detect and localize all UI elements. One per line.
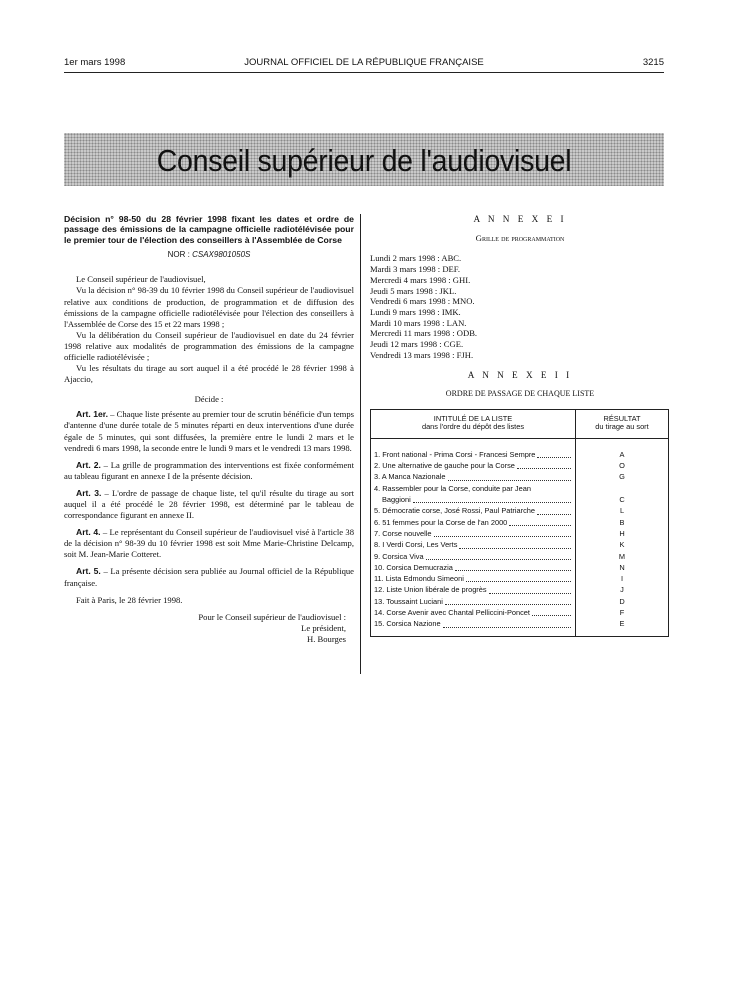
section-banner: [64, 133, 664, 186]
list-name: 13. Toussaint Luciani: [374, 596, 443, 606]
grid-row: Vendredi 13 mars 1998 : FJH.: [370, 349, 474, 360]
list-name-cell: [371, 551, 576, 562]
result-cell: I: [620, 574, 624, 584]
table-row: [371, 596, 669, 607]
article-text: – Chaque liste présente au premier tour de scrutin bénéficie d'un temps d'antenne d'une durée totale de 5 minutes réparti en deux interventions d'une durée égale de 5 minutes, qui sont diffusées, la première entre le lundi 2 mars et le vendredi 6 mars 1998, la seconde entre le lundi 9 mars et le vendredi 13 mars 1998.: [64, 409, 354, 453]
article-4: [64, 527, 354, 560]
list-name-cell: [371, 505, 576, 516]
decision-paragraph: Vu la délibération du Conseil supérieur de l'audiovisuel en date du 24 février 1998 relative aux modalités de programmation des émissions de la campagne officielle radiotélévisée ;: [64, 329, 354, 362]
article-text: – Le représentant du Conseil supérieur de l'audiovisuel visé à l'article 38 de la décision n° 98-39 du 10 février 1998 est soit Mme Marie-Christine Delcamp, soit M. Jean-Marie Cotteret.: [64, 527, 354, 560]
result-cell: E: [619, 619, 625, 629]
banner-title: Conseil supérieur de l'audiovisuel: [156, 143, 572, 178]
result-cell: G: [619, 472, 625, 482]
list-name: 11. Lista Edmondu Simeoni: [374, 574, 464, 584]
article-label: Art. 2.: [76, 459, 101, 470]
list-name: 1. Front national - Prima Corsi - Francesi Sempre: [374, 449, 536, 459]
table-row: [371, 460, 669, 471]
list-name-cell: [371, 573, 576, 584]
list-name: 10. Corsica Demucrazia: [374, 562, 453, 572]
list-name: 6. 51 femmes pour la Corse de l'an 2000: [374, 517, 508, 527]
list-name: 4. Rassembler pour la Corse, conduite par Jean: [374, 483, 531, 493]
table-row: [371, 438, 669, 460]
table-row: [371, 505, 669, 516]
table-row: [371, 471, 669, 482]
article-label: Art. 4.: [76, 527, 101, 538]
result-cell: H: [619, 528, 625, 538]
article-label: Art. 5.: [76, 566, 101, 577]
table-row: [371, 539, 669, 550]
table-header-row: [371, 409, 669, 438]
list-name-cell: [371, 618, 576, 636]
annex-2-subtitle: ORDRE DE PASSAGE DE CHAQUE LISTE: [445, 389, 595, 399]
list-name: 2. Une alternative de gauche pour la Corse: [374, 461, 515, 471]
table-row: [371, 618, 669, 636]
table-row: [371, 573, 669, 584]
nor-reference: [64, 249, 354, 260]
result-cell: J: [620, 585, 624, 595]
nor-label: NOR :: [167, 250, 190, 260]
decision-paragraph: Le Conseil supérieur de l'audiovisuel,: [76, 274, 206, 285]
table-row: [371, 584, 669, 595]
result-cell: B: [619, 517, 625, 527]
header-journal: JOURNAL OFFICIEL DE LA RÉPUBLIQUE FRANÇAISE: [244, 57, 484, 68]
annex-column: [370, 214, 670, 637]
header-page-number: 3215: [642, 57, 664, 68]
grid-row: Mercredi 4 mars 1998 : GHI.: [370, 274, 471, 285]
table-row: [371, 551, 669, 562]
list-name-cell: [371, 584, 576, 595]
table-row: [371, 517, 669, 528]
result-cell: K: [619, 540, 625, 550]
list-title-header-line2: dans l'ordre du dépôt des listes: [421, 422, 525, 432]
article-text: – La présente décision sera publiée au Journal officiel de la République française.: [64, 566, 354, 588]
article-text: – La grille de programmation des interventions est fixée conformément au tableau figurant en annexe I de la présente décision.: [64, 459, 354, 481]
draw-result-header: [576, 409, 669, 438]
list-name: 9. Corsica Viva: [374, 551, 424, 561]
list-name: 8. I Verdi Corsi, Les Verts: [374, 540, 458, 550]
decision-title: Décision n° 98-50 du 28 février 1998 fixant les dates et ordre de passage des émissions de la campagne officielle radiotélévisée pour le premier tour de l'élection des conseillers à l'Assemblée de Corse: [64, 214, 354, 245]
passage-order-table: [370, 409, 669, 637]
list-title-header: [371, 409, 576, 438]
grid-row: Jeudi 5 mars 1998 : JKL.: [370, 285, 457, 296]
signature-line-2: Le président,: [301, 622, 346, 633]
grid-row: Mardi 10 mars 1998 : LAN.: [370, 317, 467, 328]
header-rule: [64, 72, 664, 73]
list-name-continued: Baggioni: [382, 495, 411, 505]
decision-paragraph: Vu les résultats du tirage au sort auquel il a été procédé le 28 février 1998 à Ajaccio,: [64, 363, 354, 385]
article-text: – L'ordre de passage de chaque liste, tel qu'il résulte du tirage au sort auquel il a été procédé le 28 février 1998, est déterminé par le tableau de correspondance figurant en annexe II.: [64, 487, 354, 521]
annex-2-title: A N N E X E I I: [467, 370, 573, 381]
grid-row: Jeudi 12 mars 1998 : CGE.: [370, 339, 464, 350]
list-name-cell: [371, 460, 576, 471]
list-name: 14. Corse Avenir avec Chantal Pelliccini-Poncet: [374, 608, 530, 617]
nor-code: CSAX9801050S: [192, 250, 251, 260]
column-divider: [360, 214, 361, 674]
article-label: Art. 1er.: [76, 409, 109, 420]
list-name-cell: [371, 471, 576, 482]
list-name-cell: [371, 562, 576, 573]
grid-row: Vendredi 6 mars 1998 : MNO.: [370, 296, 475, 307]
grid-row: Lundi 9 mars 1998 : IMK.: [370, 306, 461, 317]
article-1: [64, 409, 354, 453]
article-label: Art. 3.: [76, 487, 102, 498]
list-name-cell: [371, 528, 576, 539]
programming-grid: [370, 253, 670, 360]
result-cell: A: [619, 449, 625, 459]
list-name-cell: [371, 438, 576, 460]
header-date: 1er mars 1998: [64, 57, 126, 68]
grid-row: Mercredi 11 mars 1998 : ODB.: [370, 328, 478, 339]
list-name-cell: [371, 483, 576, 506]
table-row: [371, 483, 669, 506]
result-cell: C: [619, 495, 625, 505]
result-cell: L: [619, 506, 625, 516]
result-cell: O: [619, 461, 625, 471]
draw-result-header-line2: du tirage au sort: [595, 422, 649, 432]
grid-row: Mardi 3 mars 1998 : DEF.: [370, 264, 461, 275]
article-2: [64, 460, 354, 482]
grid-row: Lundi 2 mars 1998 : ABC.: [370, 253, 462, 264]
signature-line-1: Pour le Conseil supérieur de l'audiovisuel :: [198, 611, 346, 622]
decision-paragraph: Vu la décision n° 98-39 du 10 février 1998 du Conseil supérieur de l'audiovisuel relative aux conditions de production, de programmation et de diffusion des émissions de la campagne officielle radiotélévisée pour l'élection des conseillers à l'Assemblée de Corse des 15 et 22 mars 1998 ;: [64, 285, 354, 329]
table-row: [371, 562, 669, 573]
list-name: 15. Corsica Nazione: [374, 619, 441, 629]
result-cell: M: [618, 551, 626, 561]
article-5: [64, 566, 354, 588]
list-name: 5. Démocratie corse, José Rossi, Paul Patriarche: [374, 506, 536, 516]
list-name-cell: [371, 607, 576, 618]
annex-1-title: A N N E X E I: [473, 214, 567, 224]
decision-column: [64, 214, 354, 645]
list-name-cell: [371, 539, 576, 550]
list-name: 12. Liste Union libérale de progrès: [374, 585, 487, 595]
list-title-header-line1: INTITULÉ DE LA LISTE: [433, 413, 513, 423]
table-row: [371, 528, 669, 539]
list-name: 3. A Manca Nazionale: [374, 472, 446, 482]
list-name-cell: [371, 596, 576, 607]
result-cell: N: [619, 562, 625, 572]
article-3: [64, 488, 354, 521]
result-cell: D: [619, 596, 625, 606]
draw-result-header-line1: RÉSULTAT: [603, 413, 641, 423]
signing-place-date: Fait à Paris, le 28 février 1998.: [76, 594, 183, 605]
signature-name: H. Bourges: [307, 633, 346, 644]
list-name-cell: [371, 517, 576, 528]
table-row: [371, 607, 669, 618]
list-name: 7. Corse nouvelle: [374, 528, 432, 538]
annex-1-subtitle: Grille de programmation: [475, 232, 565, 243]
decide-heading: Décide :: [194, 394, 224, 405]
result-cell: F: [619, 608, 625, 617]
page-header: [64, 57, 664, 71]
